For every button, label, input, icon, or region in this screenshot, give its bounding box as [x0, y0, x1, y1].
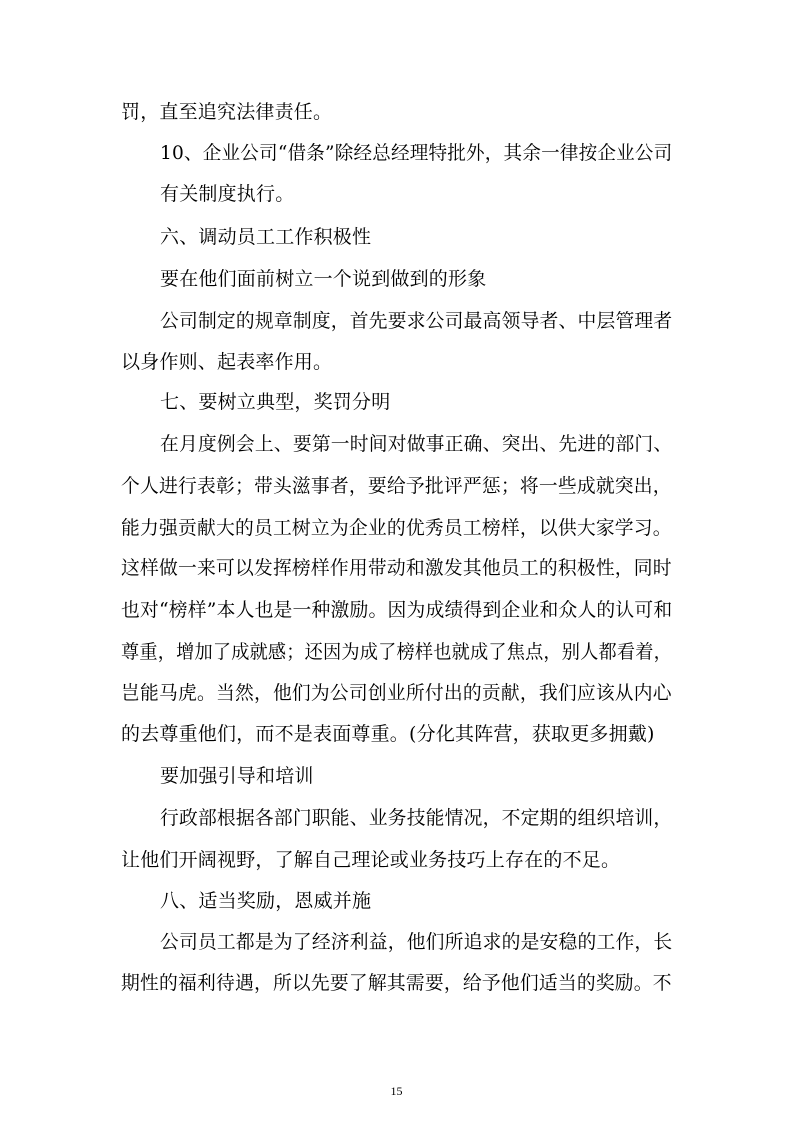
text-line: 罚，直至追究法律责任。: [121, 101, 333, 123]
text-line: 以身作则、起表率作用。: [121, 351, 333, 373]
section-heading: 六、调动员工工作积极性: [160, 226, 372, 248]
text-line: 在月度例会上、要第一时间对做事正确、突出、先进的部门、: [160, 433, 673, 455]
text-line: 岂能马虎。当然，他们为公司创业所付出的贡献，我们应该从内心: [121, 682, 672, 704]
text-line: 尊重，增加了成就感；还因为成了榜样也就成了焦点，别人都看着，: [121, 641, 673, 663]
text-line: 期性的福利待遇，所以先要了解其需要，给予他们适当的奖励。不: [121, 972, 672, 994]
subheading: 要加强引导和培训: [160, 765, 314, 787]
page-number: 15: [390, 1084, 403, 1098]
text-line: 10、企业公司“借条”除经总经理特批外，其余一律按企业公司: [160, 142, 673, 164]
text-line: 个人进行表彰；带头滋事者，要给予批评严惩；将一些成就突出，: [121, 475, 672, 497]
text-line: 的去尊重他们，而不是表面尊重。(分化其阵营，获取更多拥戴): [121, 723, 655, 745]
text-line: 有关制度执行。: [160, 183, 295, 205]
text-line: 也对“榜样”本人也是一种激励。因为成绩得到企业和众人的认可和: [121, 599, 673, 621]
text-line: 公司员工都是为了经济利益，他们所追求的是安稳的工作，长: [160, 931, 673, 953]
section-heading: 八、适当奖励，恩威并施: [160, 890, 372, 912]
text-line: 这样做一来可以发挥榜样作用带动和激发其他员工的积极性，同时: [121, 557, 672, 579]
subheading: 要在他们面前树立一个说到做到的形象: [160, 268, 487, 290]
text-line: 行政部根据各部门职能、业务技能情况，不定期的组织培训，: [160, 807, 673, 829]
text-line: 公司制定的规章制度，首先要求公司最高领导者、中层管理者: [160, 310, 673, 332]
text-line: 能力强贡献大的员工树立为企业的优秀员工榜样，以供大家学习。: [121, 517, 672, 539]
section-heading: 七、要树立典型，奖罚分明: [160, 391, 391, 413]
text-line: 让他们开阔视野，了解自己理论或业务技巧上存在的不足。: [121, 849, 621, 871]
